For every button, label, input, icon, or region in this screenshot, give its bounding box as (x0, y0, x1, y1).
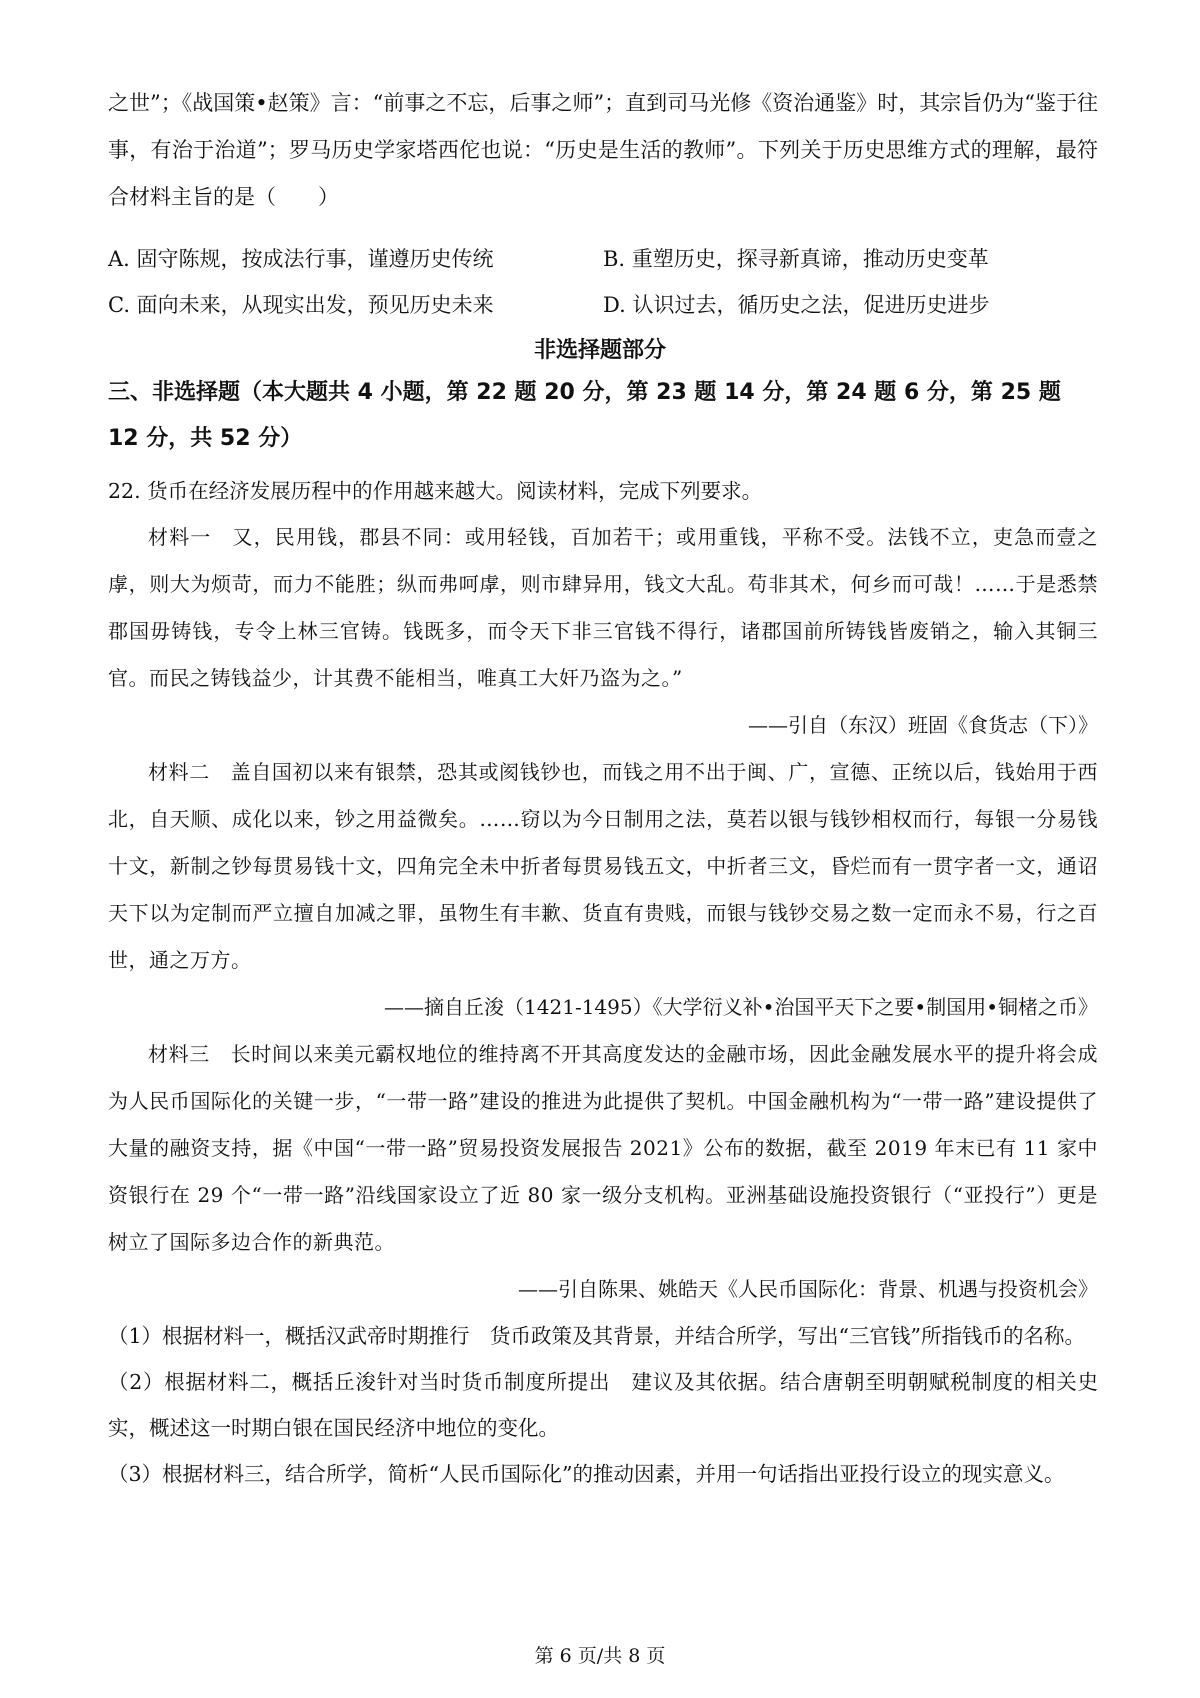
sub-question-3: （3）根据材料三，结合所学，简析“人民币国际化”的推动因素，并用一句话指出亚投行设立的现实意义。 (108, 1462, 1065, 1486)
material-two-source: ——摘自丘浚（1421-1495）《大学衍义补•治国平天下之要•制国用•铜楮之币》 (384, 995, 1098, 1019)
material-one-source: ——引自（东汉）班固《食货志（下）》 (748, 713, 1098, 737)
material-two: 材料二 盖自国初以来有银禁，恐其或阂钱钞也，而钱之用不出于闽、广，宣德、正统以后，钱始用于西北，自天顺、成化以来，钞之用益微矣。……窃以为今日制用之法，莫若以银与钱钞相权而行，每银一分易钱十文，新制之钞每贯易钱十文，四角完全未中折者每贯易钱五文，中折者三文，昏烂而有一贯字者一文，通诏天下以为定制而严立擅自加减之罪，虽物生有丰歉、货直有贵贱，而银与钱钞交易之数一定而永不易，行之百世，通之万方。 (108, 760, 1098, 972)
question-22-block (108, 468, 1098, 1497)
page-footer: 第 6 页/共 8 页 (534, 1645, 666, 1667)
option-b: B. 重塑历史，探寻新真谛，推动历史变革 (603, 247, 989, 271)
options-row-1 (108, 236, 1098, 282)
section-three-heading: 三、非选择题（本大题共 4 小题，第 22 题 20 分，第 23 题 14 分，第 24 题 6 分，第 25 题 12 分，共 52 分） (108, 380, 1061, 451)
previous-question-text: 之世”；《战国策•赵策》言：“前事之不忘，后事之师”；直到司马光修《资治通鉴》时，其宗旨仍为“鉴于往事，有治于治道”；罗马历史学家塔西佗也说：“历史是生活的教师”。下列关于历史思维方式的理解，最符合材料主旨的是（ ） (108, 91, 1098, 209)
previous-question-block (108, 80, 1098, 221)
material-one: 材料一 又，民用钱，郡县不同：或用轻钱，百加若干；或用重钱，平称不受。法钱不立，吏急而壹之虖，则大为烦苛，而力不能胜；纵而弗呵虖，则市肆异用，钱文大乱。苟非其术，何乡而可哉！……于是悉禁郡国毋铸钱，专令上林三官铸。钱既多，而令天下非三官钱不得行，诸郡国前所铸钱皆废销之，输入其铜三官。而民之铸钱益少，计其费不能相当，唯真工大奸乃盗为之。” (108, 525, 1098, 690)
question-22-stem: 22. 货币在经济发展历程中的作用越来越大。阅读材料，完成下列要求。 (108, 479, 763, 503)
material-three: 材料三 长时间以来美元霸权地位的维持离不开其高度发达的金融市场，因此金融发展水平的提升将会成为人民币国际化的关键一步，“一带一路”建设的推进为此提供了契机。中国金融机构为“一带一路”建设提供了大量的融资支持，据《中国“一带一路”贸易投资发展报告 2021》公布的数据，截至 2019 年末已有 11 家中资银行在 29 个“一带一路”沿线国家设立了近 80 家一级分支机构。亚洲基础设施投资银行（“亚投行”）更是树立了国际多边合作的新典范。 (108, 1042, 1098, 1254)
options-row-2 (108, 282, 1098, 328)
part-title: 非选择题部分 (533, 337, 666, 363)
option-c: C. 面向未来，从现实出发，预见历史未来 (108, 293, 494, 317)
sub-question-2: （2）根据材料二，概括丘浚针对当时货币制度所提出 建议及其依据。结合唐朝至明朝赋税制度的相关史实，概述这一时期白银在国民经济中地位的变化。 (108, 1370, 1098, 1440)
option-d: D. 认识过去，循历史之法，促进历史进步 (603, 293, 990, 317)
sub-question-1: （1）根据材料一，概括汉武帝时期推行 货币政策及其背景，并结合所学，写出“三官钱”所指钱币的名称。 (108, 1324, 1086, 1348)
option-a: A. 固守陈规，按成法行事，谨遵历史传统 (108, 247, 494, 271)
options-block (108, 236, 1098, 328)
material-three-source: ——引自陈果、姚皓天《人民币国际化：背景、机遇与投资机会》 (518, 1277, 1098, 1301)
section-three-heading-block (108, 370, 1098, 462)
